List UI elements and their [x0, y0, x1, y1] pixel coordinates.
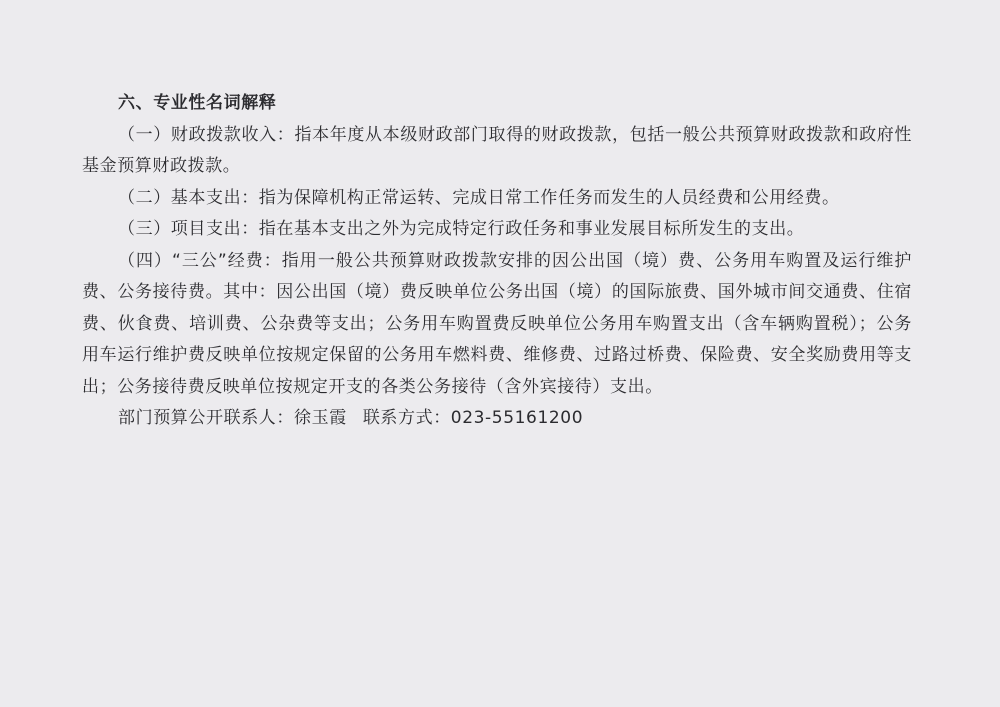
paragraph-project-expenditure: （三）项目支出：指在基本支出之外为完成特定行政任务和事业发展目标所发生的支出。 — [118, 219, 805, 239]
document-body — [82, 88, 912, 435]
paragraph-three-public-expenses: （四）“三公”经费：指用一般公共预算财政拨款安排的因公出国（境）费、公务用车购置及运行维护费、公务接待费。其中：因公出国（境）费反映单位公务出国（境）的国际旅费、国外城市间交通费、住宿费、伙食费、培训费、公杂费等支出；公务用车购置费反映单位公务用车购置支出（含车辆购置税）；公务用车运行维护费反映单位按规定保留的公务用车燃料费、维修费、过路过桥费、保险费、安全奖励费用等支出；公务接待费反映单位按规定开支的各类公务接待（含外宾接待）支出。 — [82, 250, 912, 397]
paragraph-basic-expenditure: （二）基本支出：指为保障机构正常运转、完成日常工作任务而发生的人员经费和公用经费。 — [118, 187, 840, 208]
contact-method: 联系方式：023-55161200 — [362, 408, 584, 428]
paragraph-fiscal-allocation-income: （一）财政拨款收入：指本年度从本级财政部门取得的财政拨款，包括一般公共预算财政拨款和政府性基金预算财政拨款。 — [82, 124, 912, 176]
section-heading: 六、专业性名词解释 — [118, 93, 277, 113]
contact-person: 部门预算公开联系人：徐玉霞 — [118, 408, 347, 428]
contact-line — [82, 403, 912, 435]
